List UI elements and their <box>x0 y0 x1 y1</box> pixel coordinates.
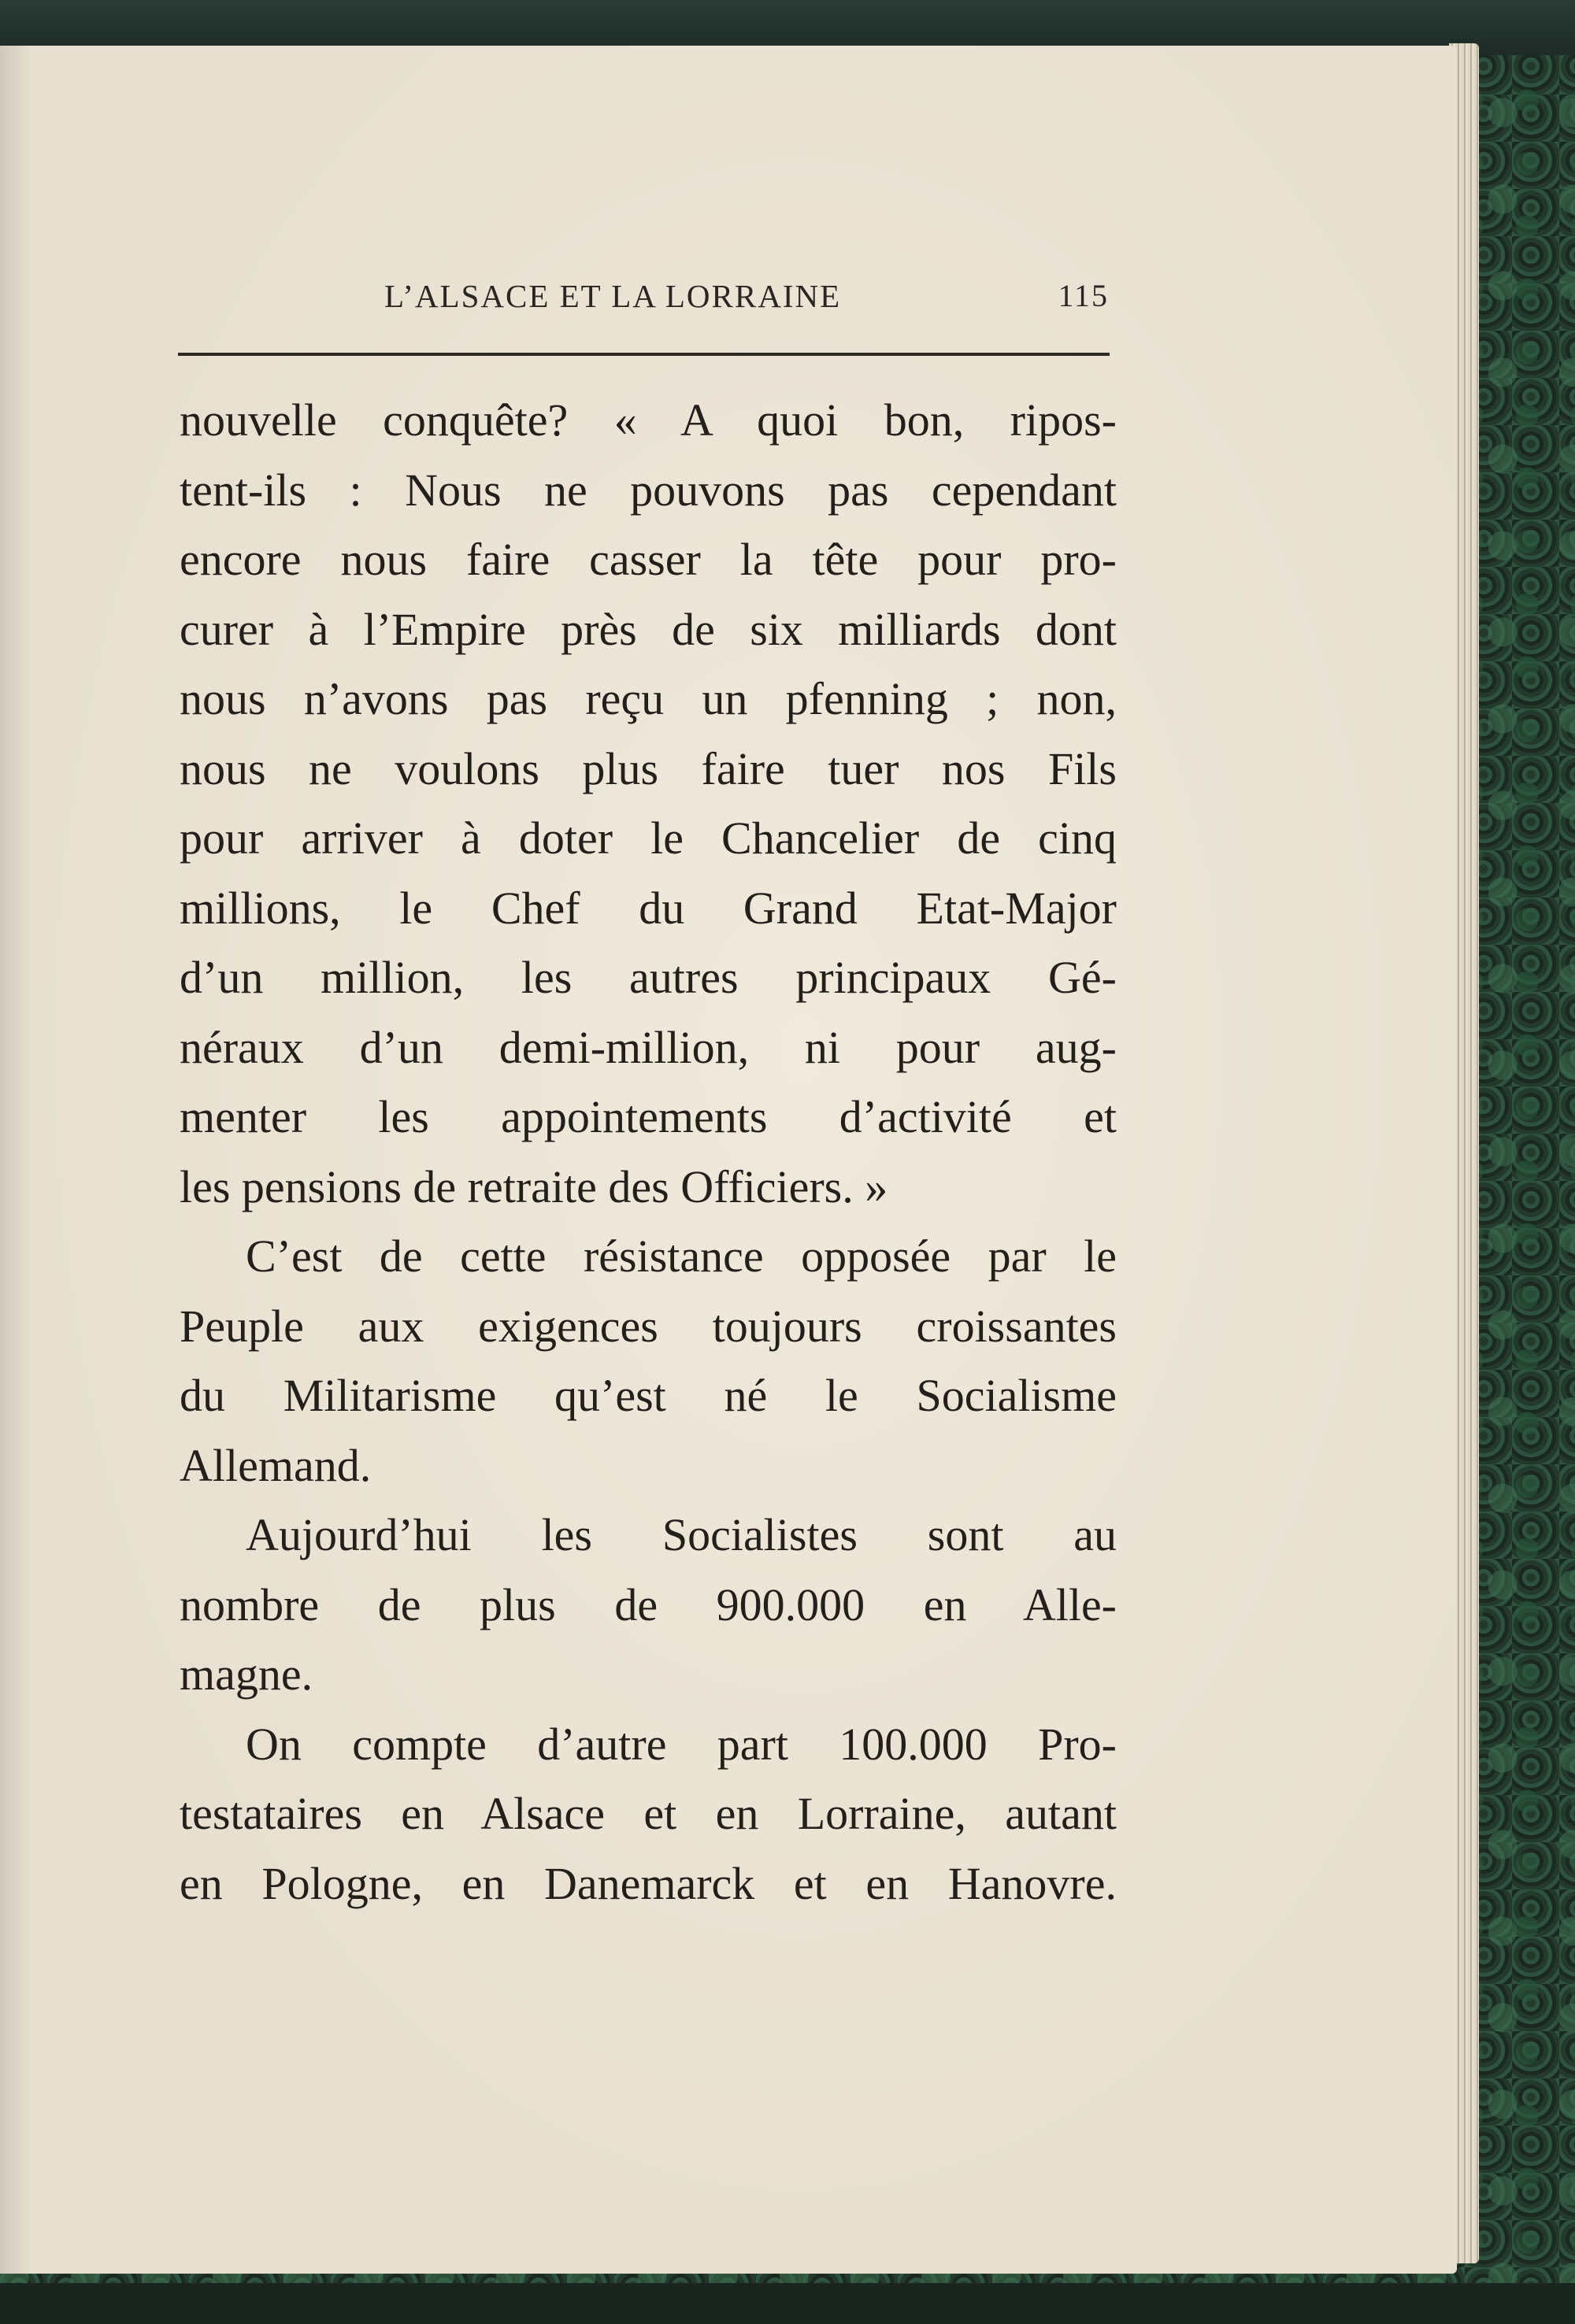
text-line: nous ne voulons plus faire tuer nos Fils <box>180 742 1117 794</box>
text-line: C’est de cette résistance opposée par le <box>246 1230 1117 1282</box>
text-line: Aujourd’hui les Socialistes sont au <box>246 1509 1117 1560</box>
text-line: menter les appointements d’activité et <box>180 1091 1117 1142</box>
text-line: nombre de plus de 900.000 en Alle- <box>180 1578 1117 1630</box>
text-line: tent-ils : Nous ne pouvons pas cependant <box>180 464 1117 516</box>
text-line: d’un million, les autres principaux Gé- <box>180 952 1117 1003</box>
text-line: néraux d’un demi-million, ni pour aug- <box>180 1021 1117 1073</box>
running-title: L’ALSACE ET LA LORRAINE <box>384 278 842 314</box>
text-line: encore nous faire casser la tête pour pro- <box>180 534 1117 585</box>
paragraph-2 <box>180 1222 1117 1501</box>
binding-bottom-edge <box>0 2283 1575 2324</box>
text-line: testataires en Alsace et en Lorraine, autant <box>180 1788 1117 1839</box>
text-line: nous n’avons pas reçu un pfenning ; non, <box>180 673 1117 724</box>
running-head <box>180 277 1109 324</box>
page-number: 115 <box>1058 278 1109 313</box>
text-line: les pensions de retraite des Officiers. » <box>180 1160 888 1212</box>
paragraph-3 <box>180 1501 1117 1710</box>
text-line: en Pologne, en Danemarck et en Hanovre. <box>180 1857 1117 1909</box>
text-line: Peuple aux exigences toujours croissantes <box>180 1300 1117 1352</box>
text-line: curer à l’Empire près de six milliards dont <box>180 603 1117 655</box>
paragraph-1 <box>180 386 1117 1222</box>
text-line: nouvelle conquête? « A quoi bon, ripos- <box>180 394 1117 446</box>
text-line: millions, le Chef du Grand Etat-Major <box>180 882 1117 934</box>
header-rule <box>178 353 1110 356</box>
text-line: pour arriver à doter le Chancelier de cinq <box>180 812 1117 864</box>
text-line: Allemand. <box>180 1439 372 1491</box>
text-line: du Militarisme qu’est né le Socialisme <box>180 1370 1117 1421</box>
text-line: magne. <box>180 1649 313 1700</box>
text-line: On compte d’autre part 100.000 Pro- <box>246 1718 1117 1770</box>
paragraph-4 <box>180 1710 1117 1919</box>
body-text <box>180 386 1117 1919</box>
